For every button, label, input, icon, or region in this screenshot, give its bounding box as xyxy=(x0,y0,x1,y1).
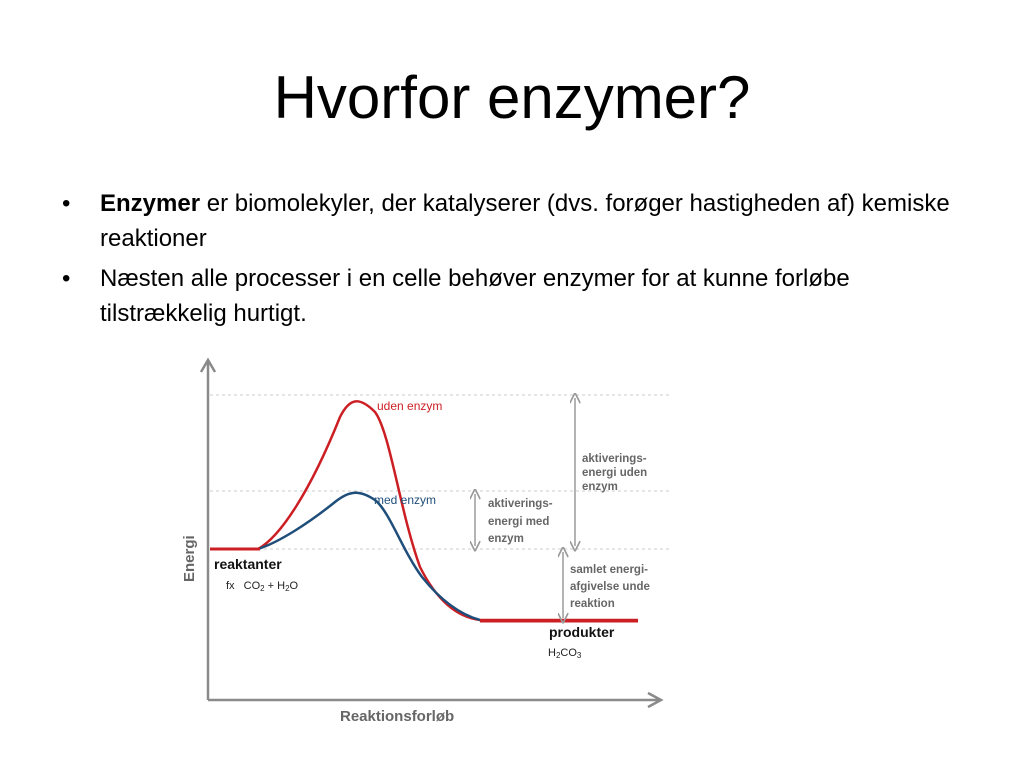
formula-prefix: fx xyxy=(226,580,235,592)
formula-subscript: 2 xyxy=(555,651,561,660)
energy-diagram xyxy=(170,352,690,732)
bullet-item xyxy=(62,186,972,256)
bullet-icon: • xyxy=(62,265,71,292)
products-formula xyxy=(548,647,582,660)
formula-part: CO xyxy=(560,647,577,659)
slide-title: Hvorfor enzymer? xyxy=(273,64,751,131)
bullet-text: Næsten alle processer i en celle behøver enzymer for at kunne forløbe tilstrækkelig hurtigt. xyxy=(100,265,850,327)
x-axis-label: Reaktionsforløb xyxy=(340,708,455,725)
formula-part: H xyxy=(548,647,556,659)
label-line: enzym xyxy=(582,481,618,493)
label-line: aktiverings- xyxy=(488,498,553,510)
label-line: enzym xyxy=(488,533,524,545)
label-reactants: reaktanter xyxy=(214,556,282,572)
formula-subscript: 2 xyxy=(285,584,290,593)
label-without-enzyme: uden enzym xyxy=(377,399,443,413)
label-products: produkter xyxy=(549,624,615,640)
bullet-item xyxy=(62,261,972,331)
label-line: energi med xyxy=(488,516,550,528)
bullet-icon: • xyxy=(62,190,71,217)
label-activation-with xyxy=(488,498,556,545)
formula-part: CO xyxy=(243,580,261,592)
bullet-text: er biomolekyler, der katalyserer (dvs. forøger hastigheden af) kemiske reaktioner xyxy=(100,190,950,252)
y-axis-label: Energi xyxy=(181,535,198,582)
label-line: afgivelse unde xyxy=(570,581,650,593)
bullet-list xyxy=(62,186,972,336)
bullet-bold: Enzymer xyxy=(100,190,201,217)
reactants-formula xyxy=(226,580,299,593)
label-total-released xyxy=(570,564,653,610)
label-line: reaktion xyxy=(570,598,615,610)
formula-part: + H xyxy=(264,580,286,592)
label-with-enzyme: med enzym xyxy=(374,493,437,507)
label-line: energi uden xyxy=(582,467,648,479)
label-activation-without xyxy=(582,453,650,493)
formula-subscript: 2 xyxy=(260,584,265,593)
formula-part: O xyxy=(289,580,299,592)
formula-subscript: 3 xyxy=(576,651,582,660)
label-line: samlet energi- xyxy=(570,564,648,576)
label-line: aktiverings- xyxy=(582,453,647,465)
